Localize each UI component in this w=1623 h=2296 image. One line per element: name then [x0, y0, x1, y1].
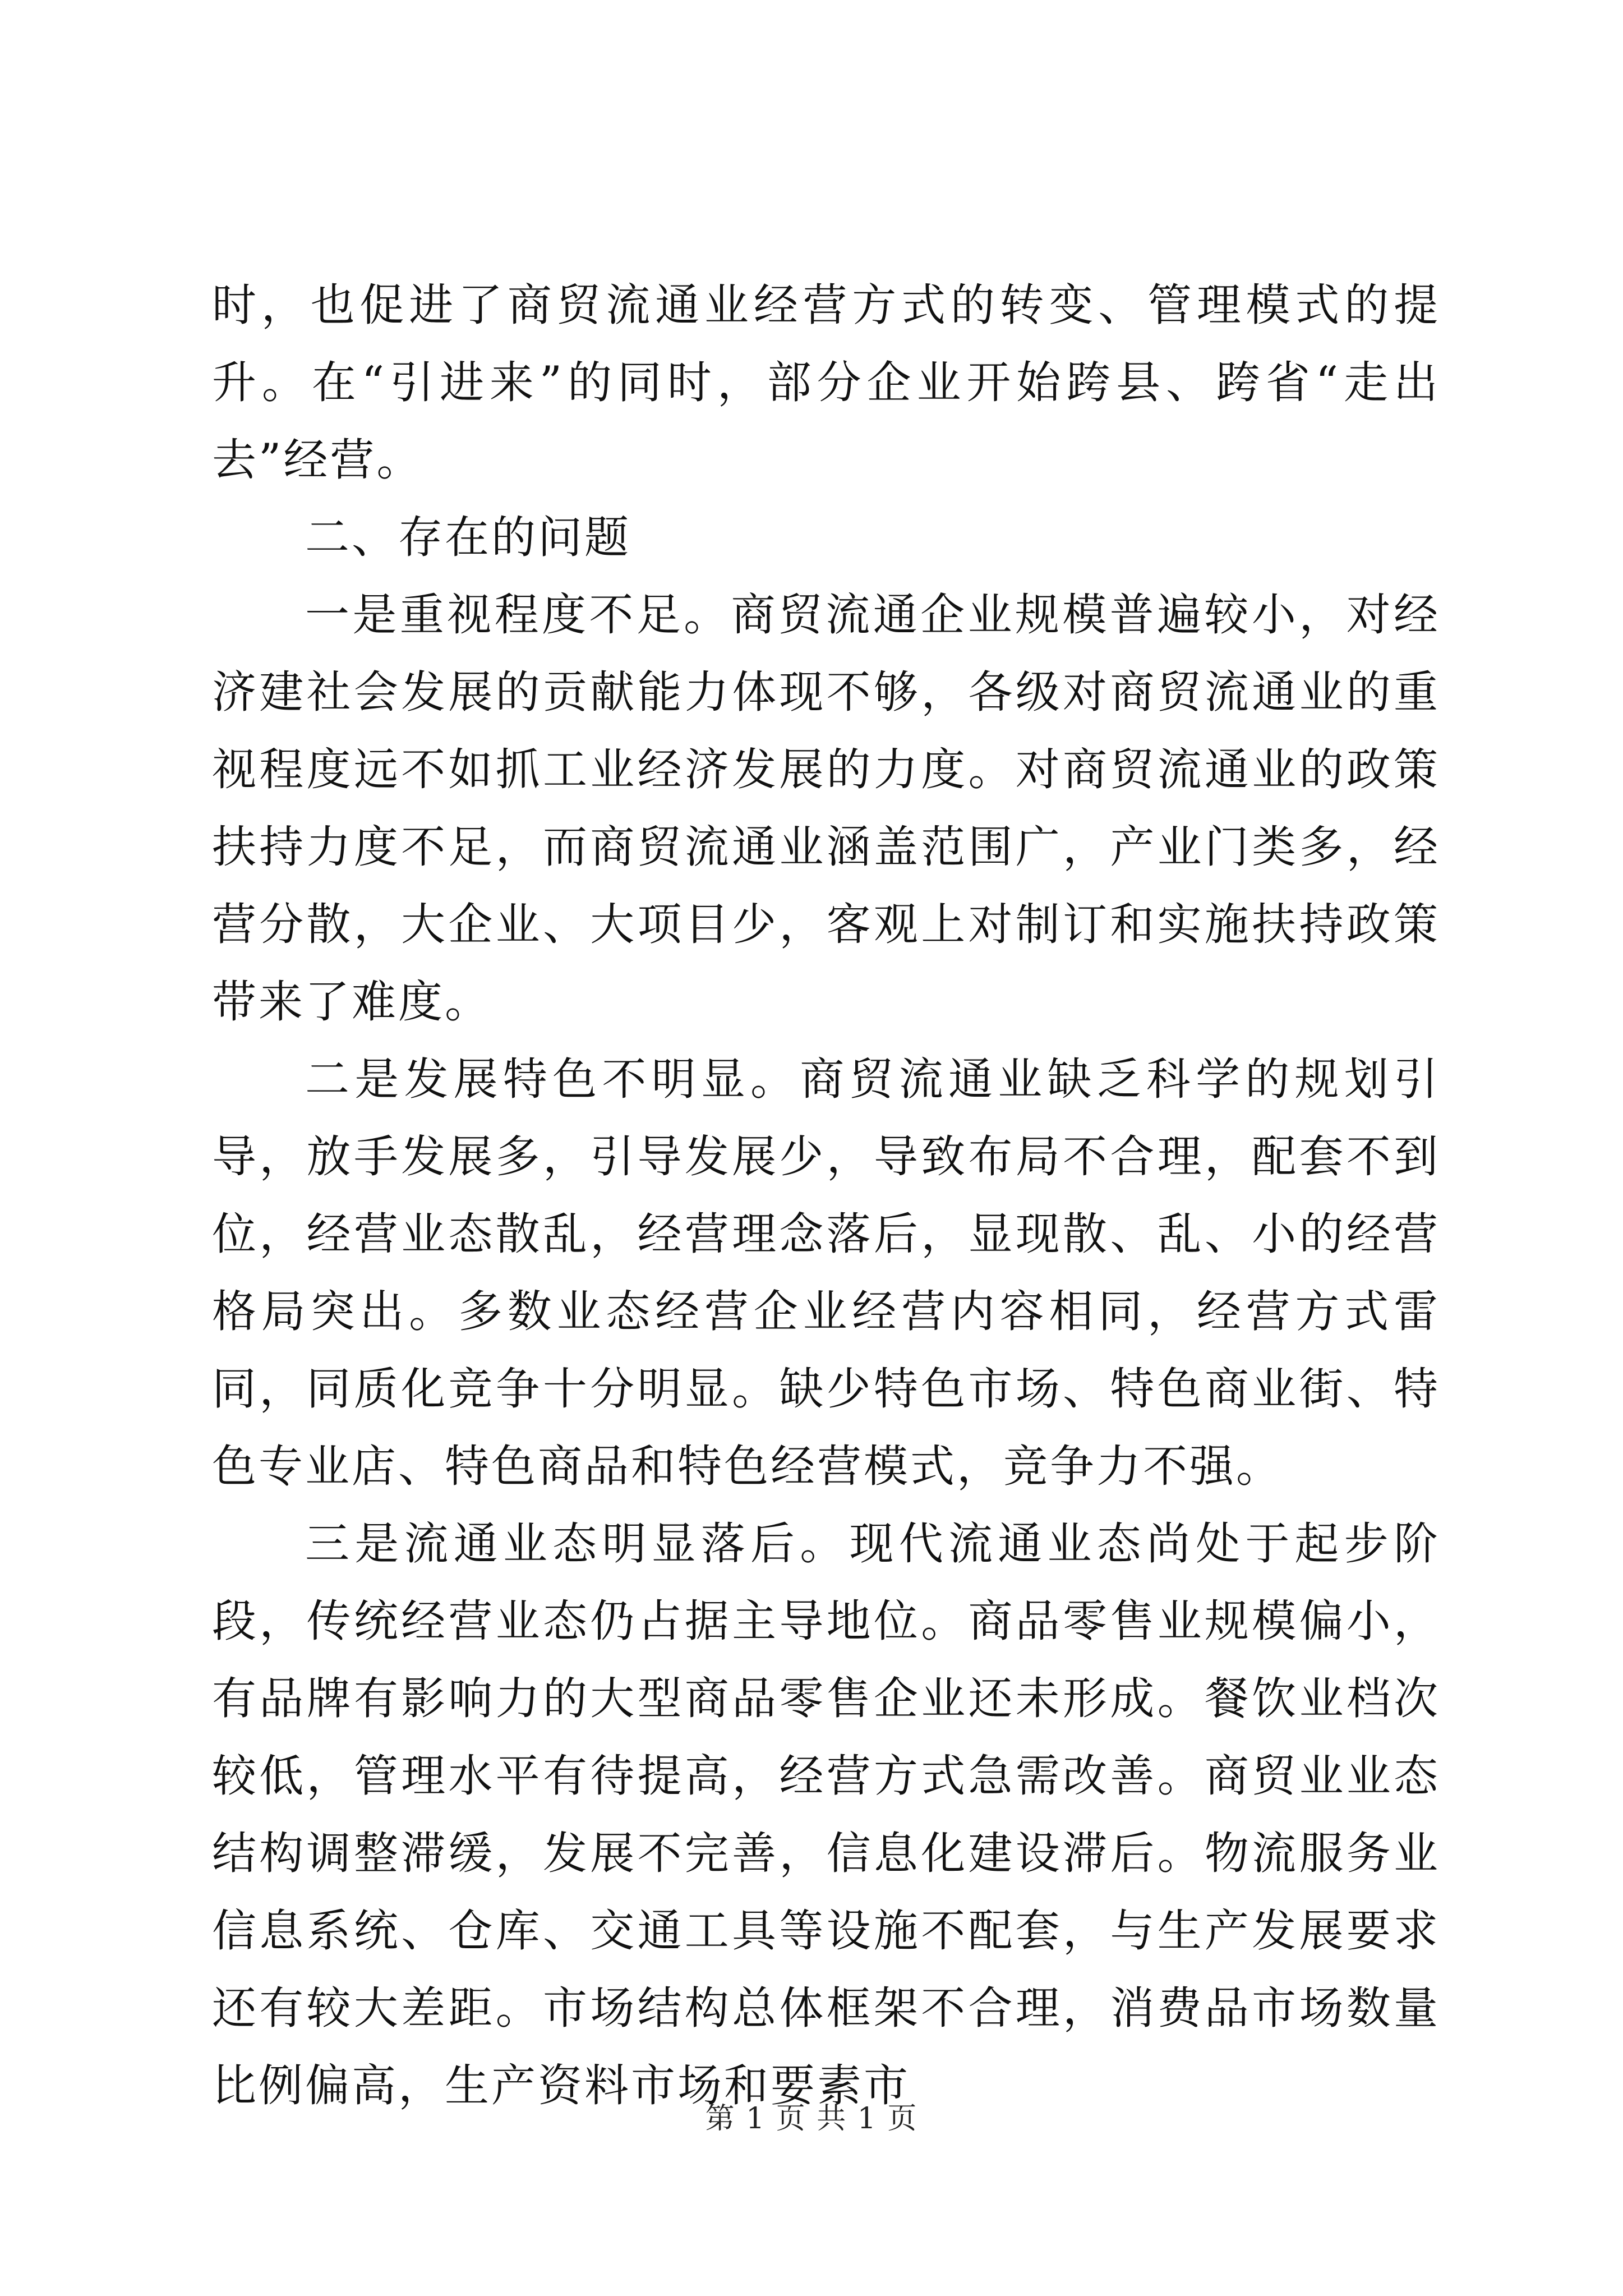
- page-footer: 第 1 页 共 1 页: [705, 2102, 918, 2136]
- section-heading: 二、存在的问题: [305, 512, 631, 563]
- paragraph-issue-1: 一是重视程度不足。商贸流通企业规模普遍较小，对经济建社会发展的贡献能力体现不够，各级对商贸流通业的重视程度远不如抓工业经济发展的力度。对商贸流通业的政策扶持力度不足，而商贸流通业涵盖范围广，产业门类多，经营分散，大企业、大项目少，客观上对制订和实施扶持政策带来了难度。: [212, 589, 1440, 1028]
- paragraph-issue-2: 二是发展特色不明显。商贸流通业缺乏科学的规划引导，放手发展多，引导发展少，导致布局不合理，配套不到位，经营业态散乱，经营理念落后，显现散、乱、小的经营格局突出。多数业态经营企业经营内容相同，经营方式雷同，同质化竞争十分明显。缺少特色市场、特色商业街、特色专业店、特色商品和特色经营模式，竞争力不强。: [212, 1053, 1440, 1492]
- paragraph-continuation: 时，也促进了商贸流通业经营方式的转变、管理模式的提升。在“引进来”的同时，部分企业开始跨县、跨省“走出去”经营。: [212, 279, 1440, 486]
- paragraph-issue-3: 三是流通业态明显落后。现代流通业态尚处于起步阶段，传统经营业态仍占据主导地位。商品零售业规模偏小，有品牌有影响力的大型商品零售企业还未形成。餐饮业档次较低，管理水平有待提高，经营方式急需改善。商贸业业态结构调整滞缓，发展不完善，信息化建设滞后。物流服务业信息系统、仓库、交通工具等设施不配套，与生产发展要求还有较大差距。市场结构总体框架不合理，消费品市场数量比例偏高，生产资料市场和要素市: [212, 1518, 1440, 2111]
- document-body: [212, 266, 1440, 2124]
